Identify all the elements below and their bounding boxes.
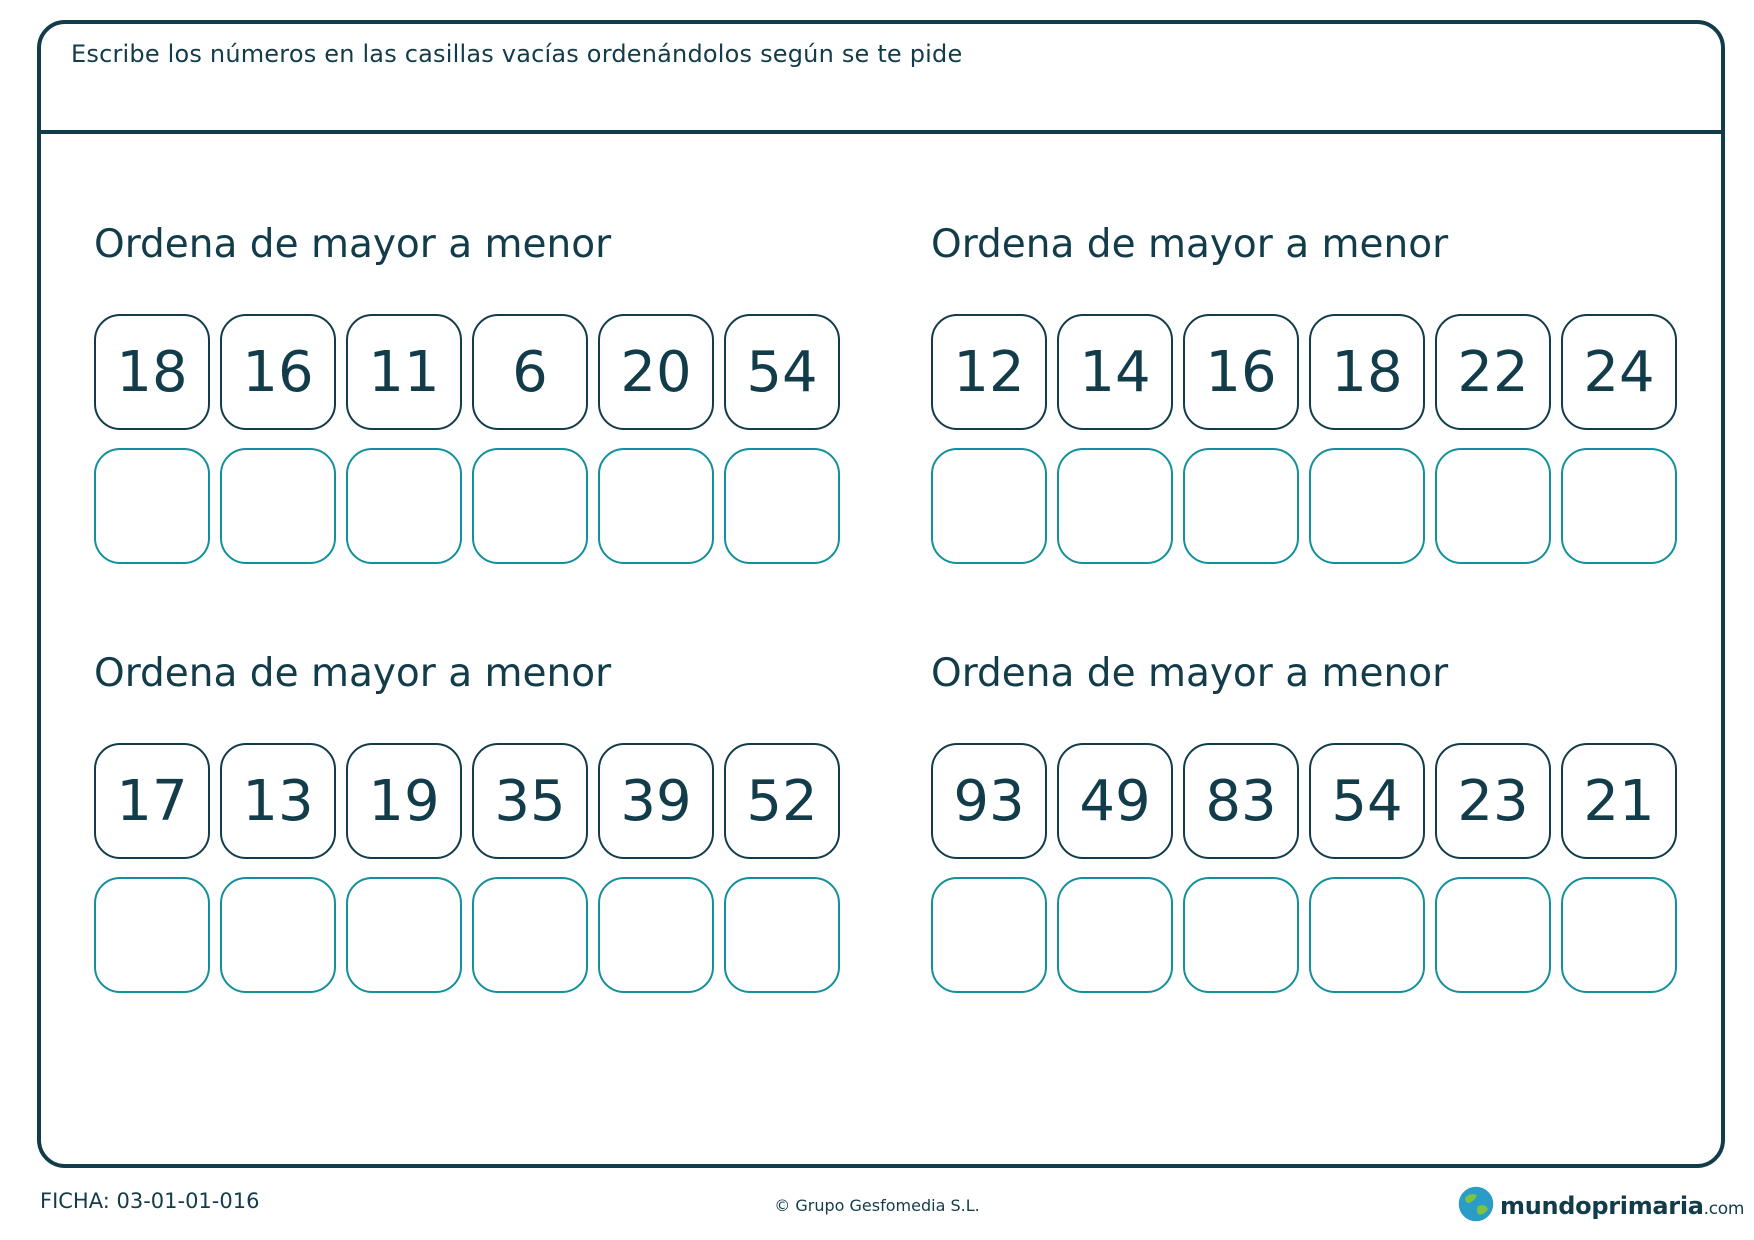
number-row — [931, 314, 1677, 430]
answer-box[interactable] — [931, 448, 1047, 564]
exercise-1 — [94, 222, 854, 582]
number-row — [94, 743, 840, 859]
number-box: 54 — [724, 314, 840, 430]
number-box: 19 — [346, 743, 462, 859]
answer-box[interactable] — [1561, 877, 1677, 993]
copyright-text: © Grupo Gesfomedia S.L. — [774, 1196, 980, 1215]
number-box: 21 — [1561, 743, 1677, 859]
number-box: 12 — [931, 314, 1047, 430]
answer-row — [931, 877, 1677, 993]
number-box: 39 — [598, 743, 714, 859]
exercise-title: Ordena de mayor a menor — [94, 651, 612, 696]
number-box: 6 — [472, 314, 588, 430]
answer-box[interactable] — [220, 877, 336, 993]
answer-box[interactable] — [1183, 448, 1299, 564]
number-box: 17 — [94, 743, 210, 859]
logo-domain: .com — [1703, 1199, 1745, 1219]
worksheet-code: FICHA: 03-01-01-016 — [40, 1189, 260, 1213]
logo-name: mundoprimaria — [1500, 1192, 1704, 1220]
number-box: 11 — [346, 314, 462, 430]
number-box: 16 — [1183, 314, 1299, 430]
answer-box[interactable] — [1435, 877, 1551, 993]
number-box: 13 — [220, 743, 336, 859]
answer-box[interactable] — [346, 448, 462, 564]
answer-box[interactable] — [724, 877, 840, 993]
answer-box[interactable] — [346, 877, 462, 993]
answer-box[interactable] — [94, 877, 210, 993]
answer-row — [94, 877, 840, 993]
answer-box[interactable] — [1057, 448, 1173, 564]
answer-box[interactable] — [1561, 448, 1677, 564]
answer-box[interactable] — [472, 448, 588, 564]
exercise-title: Ordena de mayor a menor — [931, 651, 1449, 696]
answer-box[interactable] — [220, 448, 336, 564]
number-box: 22 — [1435, 314, 1551, 430]
logo-wordmark — [1500, 1192, 1744, 1220]
number-box: 83 — [1183, 743, 1299, 859]
brand-logo — [1456, 1184, 1744, 1228]
exercise-4 — [931, 651, 1691, 1011]
answer-box[interactable] — [1309, 448, 1425, 564]
exercise-3 — [94, 651, 854, 1011]
number-box: 14 — [1057, 314, 1173, 430]
instructions-text: Escribe los números en las casillas vacías ordenándolos según se te pide — [71, 40, 963, 68]
globe-icon — [1456, 1184, 1496, 1228]
number-box: 16 — [220, 314, 336, 430]
number-row — [931, 743, 1677, 859]
number-box: 93 — [931, 743, 1047, 859]
number-box: 18 — [1309, 314, 1425, 430]
number-box: 54 — [1309, 743, 1425, 859]
number-box: 49 — [1057, 743, 1173, 859]
number-box: 24 — [1561, 314, 1677, 430]
answer-box[interactable] — [1435, 448, 1551, 564]
answer-box[interactable] — [598, 448, 714, 564]
number-box: 23 — [1435, 743, 1551, 859]
answer-box[interactable] — [1057, 877, 1173, 993]
header-divider — [41, 130, 1721, 134]
number-box: 18 — [94, 314, 210, 430]
answer-row — [94, 448, 840, 564]
answer-row — [931, 448, 1677, 564]
number-row — [94, 314, 840, 430]
exercise-title: Ordena de mayor a menor — [931, 222, 1449, 267]
number-box: 35 — [472, 743, 588, 859]
answer-box[interactable] — [598, 877, 714, 993]
exercise-2 — [931, 222, 1691, 582]
answer-box[interactable] — [724, 448, 840, 564]
exercise-title: Ordena de mayor a menor — [94, 222, 612, 267]
answer-box[interactable] — [94, 448, 210, 564]
answer-box[interactable] — [1309, 877, 1425, 993]
answer-box[interactable] — [1183, 877, 1299, 993]
number-box: 52 — [724, 743, 840, 859]
number-box: 20 — [598, 314, 714, 430]
answer-box[interactable] — [931, 877, 1047, 993]
answer-box[interactable] — [472, 877, 588, 993]
